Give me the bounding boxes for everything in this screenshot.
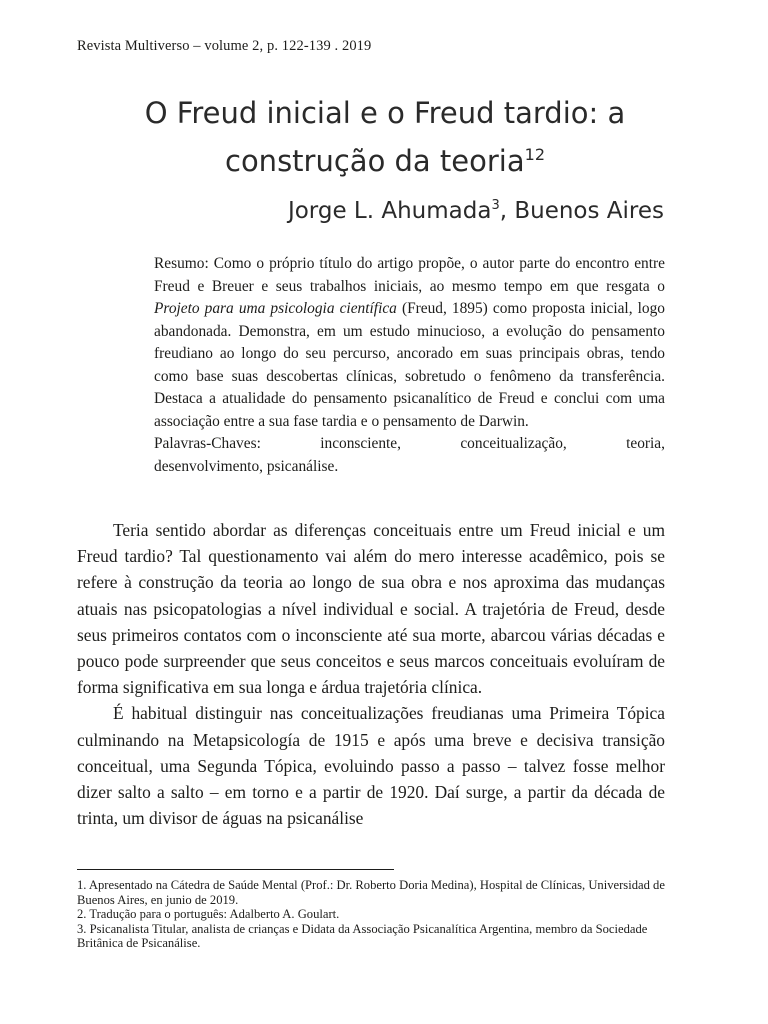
keywords-line-2: desenvolvimento, psicanálise. [154,457,339,475]
body-paragraph-1: Teria sentido abordar as diferenças conceituais entre um Freud inicial e um Freud tardio? Tal questionamento vai além do mero interesse acadêmico, pois se refere à construção da teoria ao longo de sua obra e nos aproxima das mudanças atuais nas psicopatologias a nível individual e social. A trajetória de Freud, desde seus primeiros contatos com o inconsciente até sua morte, abarcou várias décadas e pouco pode surpreender que seus conceitos e seus marcos conceituais evoluíram de forma significativa em sua longa e árdua trajetória clínica. [77,520,665,698]
footnotes [77,878,667,951]
article-title [60,92,710,182]
abstract-text-end: (Freud, 1895) como proposta inicial, logo abandonada. Demonstra, em um estudo minucioso, a evolução do pensamento freudiano ao longo do seu percurso, ancorado em suas principais obras, tendo como base suas descobertas clínicas, sobretudo o fenômeno da transferência. Destaca a atualidade do pensamento psicanalítico de Freud e conclui com uma associação entre a sua fase tardia e o pensamento de Darwin. [154,300,665,430]
body-paragraph-2: É habitual distinguir nas conceitualizações freudianas uma Primeira Tópica culminando na Metapsicología de 1915 e após uma breve e decisiva transição conceitual, uma Segunda Tópica, evoluindo passo a passo – talvez fosse melhor dizer salto a salto – em torno e a partir de 1920. Daí surge, a partir da década de trinta, um divisor de águas na psicanálise [77,703,665,829]
keywords-line: Palavras-Chaves: inconsciente, conceitualização, teoria, [154,435,665,452]
abstract-cited-title: Projeto para uma psicologia científica [154,300,397,317]
title-line-1: O Freud inicial e o Freud tardio: a [144,96,626,130]
title-line-2: construção da teoria [225,144,525,178]
body-text [77,517,665,831]
footnote-3: 3. Psicanalista Titular, analista de crianças e Didata da Associação Psicanalítica Argentina, membro da Sociedade Britânica de Psicanálise. [77,921,648,951]
abstract-text-start: Resumo: Como o próprio título do artigo propõe, o autor parte do encontro entre Freud e Breuer e seus trabalhos iniciais, ao mesmo tempo em que resgata o [154,255,665,295]
abstract-paragraph [154,253,665,433]
footnote-1: 1. Apresentado na Cátedra de Saúde Mental (Prof.: Dr. Roberto Doria Medina), Hospital de Clínicas, Universidad de Buenos Aires, en junio de 2019. [77,878,665,907]
author-name: Jorge L. Ahumada [287,198,492,224]
title-footnote-refs[interactable]: 12 [524,145,545,164]
abstract [154,253,665,478]
footnote-2: 2. Tradução para o português: Adalberto A. Goulart. [77,907,340,922]
author-footnote-ref[interactable]: 3 [491,198,500,213]
running-header: Revista Multiverso – volume 2, p. 122-139 . 2019 [77,38,372,54]
footnote-divider [77,869,394,870]
author-location: , Buenos Aires [499,198,664,224]
author-line [288,198,664,224]
